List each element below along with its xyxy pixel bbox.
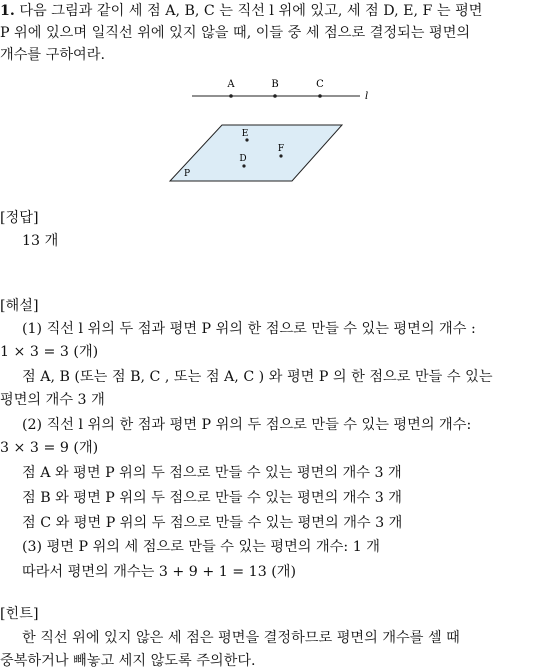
label-f: F: [277, 144, 285, 154]
label-c: C: [316, 79, 324, 90]
hint-line: 중복하거나 빼놓고 세지 않도록 주의한다.: [0, 653, 256, 669]
explanation-line: (2) 직선 l 위의 한 점과 평면 P 위의 두 점으로 만들 수 있는 평면의 개수:: [22, 417, 472, 433]
explanation-line: 점 A 와 평면 P 위의 두 점으로 만들 수 있는 평면의 개수 3 개: [22, 465, 402, 481]
explanation-line: 점 B 와 평면 P 위의 두 점으로 만들 수 있는 평면의 개수 3 개: [22, 490, 402, 506]
explanation-line: 3 × 3 = 9 (개): [0, 440, 99, 456]
problem-text-1: 다음 그림과 같이 세 점 A, B, C 는 직선 l 위에 있고, 세 점 D, E, F 는 평면: [19, 3, 483, 19]
explanation-line: 평면의 개수 3 개: [0, 392, 105, 408]
label-d: D: [239, 154, 247, 164]
answer-value: 13 개: [22, 233, 59, 249]
point-c: [318, 94, 322, 98]
explanation-heading: [해설]: [0, 298, 39, 314]
point-d: [242, 164, 245, 167]
label-p: P: [183, 169, 191, 179]
problem-line-3: 개수를 구하여라.: [0, 47, 105, 63]
point-b: [273, 94, 277, 98]
label-a: A: [227, 79, 235, 90]
explanation-line: (3) 평면 P 위의 세 점으로 만들 수 있는 평면의 개수: 1 개: [22, 539, 380, 555]
problem-line-2: P 위에 있으며 일직선 위에 있지 않을 때, 이들 중 세 점으로 결정되는 평면의: [0, 25, 471, 41]
hint-line: 한 직선 위에 있지 않은 세 점은 평면을 결정하므로 평면의 개수를 셀 때: [22, 630, 460, 646]
explanation-line: 따라서 평면의 개수는 3 + 9 + 1 = 13 (개): [22, 564, 297, 580]
label-l: l: [365, 91, 369, 102]
label-b: B: [271, 79, 279, 90]
explanation-line: (1) 직선 l 위의 두 점과 평면 P 위의 한 점으로 만들 수 있는 평면의 개수 :: [22, 321, 476, 337]
geometry-figure: [0, 0, 534, 200]
problem-number: 1.: [0, 3, 15, 19]
explanation-line: 1 × 3 = 3 (개): [0, 344, 99, 360]
plane-p: [170, 125, 342, 181]
explanation-line: 점 C 와 평면 P 위의 두 점으로 만들 수 있는 평면의 개수 3 개: [22, 515, 403, 531]
point-a: [229, 94, 233, 98]
point-f: [279, 154, 282, 157]
explanation-line: 점 A, B (또는 점 B, C , 또는 점 A, C ) 와 평면 P 의 한 점으로 만들 수 있는: [22, 369, 493, 385]
hint-heading: [힌트]: [0, 606, 39, 622]
label-e: E: [241, 129, 249, 139]
answer-heading: [정답]: [0, 210, 39, 226]
